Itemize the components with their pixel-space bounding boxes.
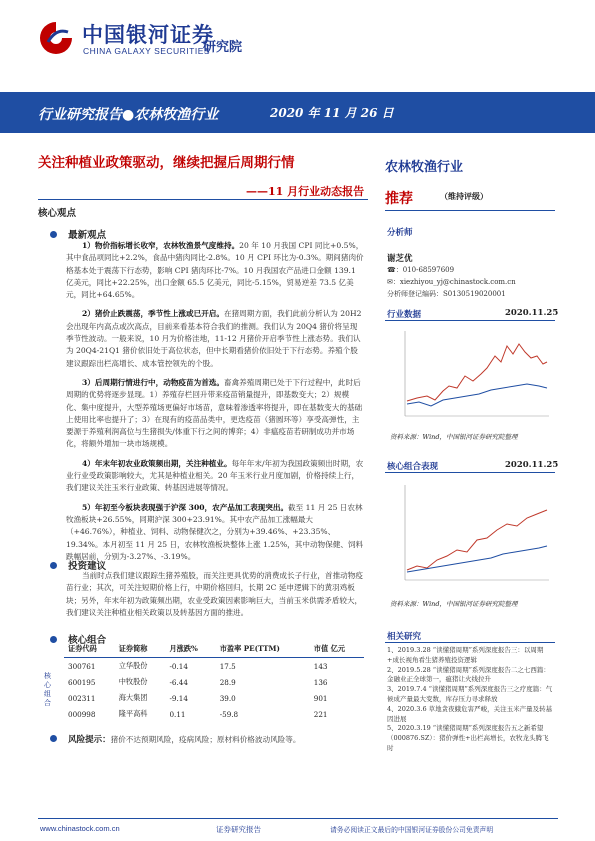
col-header: 市值 亿元 xyxy=(310,641,364,658)
core-heading: 核心观点 xyxy=(38,208,77,219)
institute-label: 研究院 xyxy=(203,40,243,55)
view-text: 截至 11 月 25 日农林牧渔板块+26.55%，同期沪深 300+23.91%。其中农产品加工涨幅最大（+46.76%），种植业、饲料、动物保健次之，分别为+39.46%、+23.35%、19.34%。本月初至 11 月 25 日，农林牧渔板块整体上涨 1.25%，其中动物保健、饲料跌幅居前，分别为-3.27%、-3.19%。 xyxy=(66,502,364,561)
table-cell: -9.14 xyxy=(169,693,188,703)
latest-heading: 最新观点 xyxy=(68,230,107,241)
bullet-icon xyxy=(50,735,57,742)
view-text: 在猪周期方面，我们此前分析认为 20H2 会出现年内高点或次高点，目前来看基本符合我们的推测。我们认为 20Q4 猪价将呈现季节性波动。一般来说，10 月为价格洼地，11-12 月猪价开启季节性上涨态势。我们认为 20Q4-21Q1 猪价依旧处于高位状态，但中长期看猪价依旧处于下行态势。养殖个股建议跟踪出栏高增长、成本管控领先的个股。 xyxy=(66,309,362,368)
table-row xyxy=(64,706,364,722)
footer-center: 证券研究报告 xyxy=(216,825,261,834)
view-text: 每年年末/年初为我国政策频出时期，农业行业受政策影响较大，尤其是种植业相关。20 年玉米行业月度加剧，价格持续上行，我们建议关注玉米行业政策、转基因进展等情况。 xyxy=(66,458,364,493)
table-row xyxy=(64,674,364,690)
header-band xyxy=(0,92,595,133)
related-list xyxy=(387,646,555,754)
footer-rule xyxy=(38,818,558,819)
industry-data-chart xyxy=(387,326,552,426)
table-cell: 海大集团 xyxy=(118,693,148,702)
related-item[interactable]: 1、2019.3.28 “读懂猪周期”系列深度报告三：以周期+成长视角看生猪养殖投资逻辑 xyxy=(387,646,544,664)
related-item[interactable]: 4、2020.3.6 草地贪夜蛾危害严峻，关注玉米产量及转基因进展 xyxy=(387,704,553,723)
risk-text: 猪价不达预期风险，疫病风险；原材料价格波动风险等。 xyxy=(110,735,301,744)
col-header: 证券代码 xyxy=(64,641,115,658)
view-number: 4） xyxy=(82,458,95,468)
related-heading: 相关研究 xyxy=(387,632,422,642)
sidebar-rule-4 xyxy=(385,642,555,643)
view-headline: 物价指标增长收窄，农林牧渔景气度维持。 xyxy=(94,241,240,250)
portfolio-series-line xyxy=(407,510,547,570)
table-cell: 立华股份 xyxy=(118,661,148,670)
chart2-source: 资料来源：Wind，中国银河证券研究院整理 xyxy=(390,600,518,608)
col-header: 市盈率 PE(TTM) xyxy=(216,641,310,658)
benchmark-series-line xyxy=(407,384,547,406)
footer-url[interactable]: www.chinastock.com.cn xyxy=(40,824,120,833)
view-headline: 猪价止跌震荡，季节性上涨或已开启。 xyxy=(94,309,224,319)
table-cell: 221 xyxy=(313,709,328,719)
bullet-icon xyxy=(50,231,57,238)
table-cell: 17.5 xyxy=(219,661,236,671)
sidebar-rule-1 xyxy=(385,210,555,211)
report-title: 关注种植业政策驱动，继续把握后周期行情 xyxy=(38,155,295,171)
portfolio-performance-label: 核心组合表现 xyxy=(387,462,439,472)
logo-english: CHINA GALAXY SECURITIES xyxy=(83,46,211,56)
related-item[interactable]: 3、2019.7.4 “读懂猪周期”系列深度报告三之疗度篇：气候成产量最大变数，库存压力寻求释放 xyxy=(387,685,553,703)
company-logo xyxy=(38,16,218,62)
col-header: 证券简称 xyxy=(115,641,166,658)
invest-text: 当前时点我们建议跟踪生猪养殖股，而关注更具优势的消费成长子行业，首推动物疫苗行业；其次，可关注短期价格上行，中期价格回归，长期 2C 延申逻辑下的黄羽鸡板块；另外，年末年初为政策频出期，农业受政策因素影响巨大，当前玉米供需矛盾较大，我们建议关注种植业相关政策以及转基因方面的推进。 xyxy=(66,571,363,617)
view-text: 畜禽养殖周期已处于下行过程中，此时后周期的优势将逐步显现。1）养殖存栏回升带来疫苗销量提升，即基数变大；2）规模化、集中度提升，大型养殖场更偏好市场苗，意味着渗透率将提升，即在基数变大的基础上使用比率也提升了；3）在现有的疫苗品类中，更迭疫苗（猪圆环等）享受高弹性，主要源于养殖利润高位与生猪损失/体重下行之间的博弈；4）非瘟疫苗若研制成功并市场化，将额外增加一块市场规模。 xyxy=(66,377,363,449)
latest-views xyxy=(66,240,364,563)
table-cell: 0.11 xyxy=(169,709,186,719)
portfolio-table xyxy=(64,641,364,722)
analyst-license: 分析师登记编码：S0130519020001 xyxy=(387,290,506,298)
analyst-name: 谢芝优 xyxy=(387,254,413,264)
view-paragraph-3 xyxy=(66,377,364,451)
risk-label: 风险提示： xyxy=(68,735,111,745)
bullet-icon xyxy=(50,562,57,569)
table-cell: 143 xyxy=(313,661,328,671)
portfolio-performance-date: 2020.11.25 xyxy=(505,460,559,470)
related-item[interactable]: 5、2020.3.19 “读懂猪周期”系列深度报告五之新希望（000876.SZ）：猪价弹性+出栏高增长，农牧龙头腾飞时 xyxy=(387,724,549,752)
risk-row xyxy=(50,727,370,746)
band-title: 行业研究报告●农林牧渔行业 xyxy=(38,107,219,123)
view-headline: 年末年初农业政策频出期，关注种植业。 xyxy=(94,458,232,468)
table-row xyxy=(64,658,364,675)
band-date: 2020 年 11 月 26 日 xyxy=(270,106,394,120)
table-cell: 隆平高科 xyxy=(118,709,148,718)
chart1-source: 资料来源：Wind，中国银河证券研究院整理 xyxy=(390,433,518,441)
table-cell: -0.14 xyxy=(169,661,188,671)
table-cell: -59.8 xyxy=(219,709,239,719)
table-row xyxy=(64,690,364,706)
table-cell: 39.0 xyxy=(219,693,236,703)
related-item[interactable]: 2、2019.5.28 “读懂猪周期”系列深度报告二之七西篇：金融业正全球第一，瘟猪让火线拉升 xyxy=(387,665,550,684)
title-rule xyxy=(38,199,368,200)
galaxy-logo-icon xyxy=(38,20,74,56)
analyst-email: ✉：xiezhiyou_yj@chinastock.com.cn xyxy=(387,278,516,286)
table-cell: 300761 xyxy=(68,661,96,671)
table-cell: 中牧股份 xyxy=(118,677,148,686)
analyst-heading: 分析师 xyxy=(387,228,413,238)
sidebar-rule-2 xyxy=(385,320,555,321)
industry-data-date: 2020.11.25 xyxy=(505,308,559,318)
industry-series-line xyxy=(407,344,547,401)
footer-disclaimer: 请务必阅读正文最后的中国银河证券股份公司免责声明 xyxy=(330,826,494,834)
view-text: 20 年 10 月我国 CPI 同比+0.5%，其中食品项同比+2.2%，食品中猪肉同比-2.8%。10 月 CPI 环比为-0.3%。期间猪肉价格基本处于震荡下行态势，影响 CPI 猪肉环比-7%。10 月我国农产品进口金额 139.1 亿美元，同比+22.25%，出口金额 65.5 亿美元，同比-5.15%，贸易逆差 73.5 亿美元，同比+64.65%。 xyxy=(66,241,364,300)
view-paragraph-1 xyxy=(66,240,364,301)
benchmark-series-line xyxy=(407,546,547,572)
portfolio-heading: 核心组合 xyxy=(68,635,107,646)
view-paragraph-5 xyxy=(66,502,364,563)
table-header-row xyxy=(64,641,364,658)
view-headline: 后周期行情进行中，动物疫苗为首选。 xyxy=(94,377,224,387)
table-cell: 28.9 xyxy=(219,677,236,687)
view-paragraph-4 xyxy=(66,458,364,495)
portfolio-side-label: 核 心 组 合 xyxy=(44,672,51,707)
col-header: 月涨跌% xyxy=(165,641,215,658)
sidebar-rule-3 xyxy=(385,472,555,473)
sidebar-industry: 农林牧渔行业 xyxy=(385,160,464,175)
view-number: 3） xyxy=(82,377,95,387)
table-cell: 002311 xyxy=(68,693,96,703)
view-number: 2） xyxy=(82,309,95,319)
table-cell: 600195 xyxy=(68,677,96,687)
analyst-phone: ☎：010-68597609 xyxy=(387,266,455,274)
table-cell: 000998 xyxy=(68,709,96,719)
invest-heading: 投资建议 xyxy=(68,561,107,572)
table-cell: -6.44 xyxy=(169,677,188,687)
report-subtitle: ——11 月行业动态报告 xyxy=(246,185,365,198)
logo-chinese: 中国银河证券 xyxy=(82,23,214,47)
portfolio-performance-chart xyxy=(387,480,552,590)
industry-data-label: 行业数据 xyxy=(387,310,422,320)
rating-note: （维持评级） xyxy=(440,191,488,201)
table-cell: 901 xyxy=(313,693,328,703)
view-number: 5） xyxy=(82,502,95,512)
rating-badge: 推荐 xyxy=(385,191,413,207)
view-headline: 年初至今板块表现强于沪深 300，农产品加工表现突出。 xyxy=(94,502,289,512)
table-cell: 136 xyxy=(313,677,328,687)
view-number: 1） xyxy=(82,241,95,250)
view-paragraph-2 xyxy=(66,308,364,369)
bullet-icon xyxy=(50,636,57,643)
